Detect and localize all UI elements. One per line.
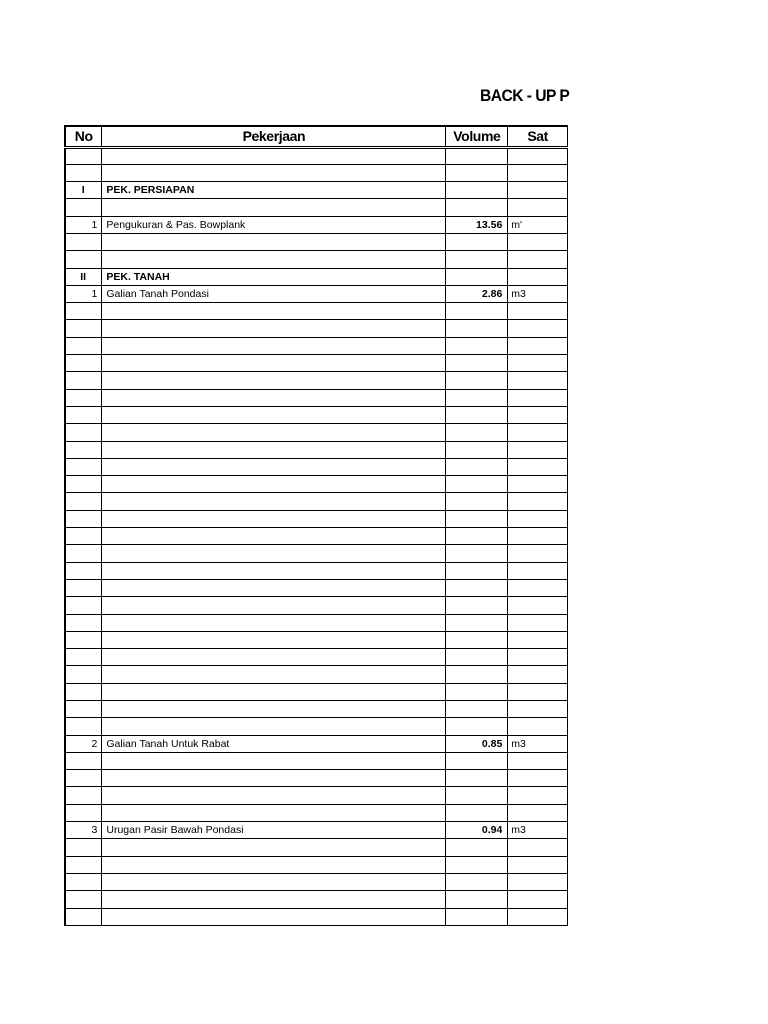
cell-volume [446, 476, 508, 493]
table-row [65, 770, 568, 787]
cell-no [65, 251, 102, 268]
cell-volume [446, 510, 508, 527]
header-no: No [65, 126, 102, 147]
table-row [65, 406, 568, 423]
cell-no [65, 199, 102, 216]
cell-volume: 2.86 [446, 285, 508, 302]
cell-sat [508, 545, 568, 562]
cell-volume [446, 528, 508, 545]
cell-pekerjaan [102, 649, 446, 666]
cell-no [65, 701, 102, 718]
work-items-table [64, 125, 568, 926]
cell-sat [508, 873, 568, 890]
table-row [65, 372, 568, 389]
cell-volume [446, 251, 508, 268]
cell-sat [508, 528, 568, 545]
cell-volume: 13.56 [446, 216, 508, 233]
table-row [65, 528, 568, 545]
header-pekerjaan: Pekerjaan [102, 126, 446, 147]
cell-no [65, 406, 102, 423]
table-row [65, 337, 568, 354]
cell-no [65, 683, 102, 700]
header-volume: Volume [446, 126, 508, 147]
cell-pekerjaan [102, 441, 446, 458]
table-row [65, 562, 568, 579]
cell-volume [446, 631, 508, 648]
cell-volume [446, 873, 508, 890]
cell-no [65, 424, 102, 441]
cell-pekerjaan [102, 666, 446, 683]
cell-pekerjaan [102, 545, 446, 562]
cell-no [65, 441, 102, 458]
cell-pekerjaan: Urugan Pasir Bawah Pondasi [102, 822, 446, 839]
cell-volume [446, 701, 508, 718]
table-row [65, 683, 568, 700]
table-row [65, 164, 568, 181]
cell-sat [508, 579, 568, 596]
table-row [65, 545, 568, 562]
table-row [65, 701, 568, 718]
table-row [65, 441, 568, 458]
cell-sat [508, 770, 568, 787]
cell-volume [446, 233, 508, 250]
cell-pekerjaan [102, 718, 446, 735]
cell-no [65, 493, 102, 510]
cell-no [65, 545, 102, 562]
cell-sat [508, 493, 568, 510]
cell-no: I [65, 182, 102, 199]
cell-pekerjaan: Pengukuran & Pas. Bowplank [102, 216, 446, 233]
cell-pekerjaan [102, 476, 446, 493]
cell-pekerjaan [102, 683, 446, 700]
cell-no [65, 510, 102, 527]
cell-sat [508, 164, 568, 181]
cell-pekerjaan [102, 787, 446, 804]
cell-pekerjaan [102, 458, 446, 475]
cell-volume [446, 856, 508, 873]
cell-sat [508, 372, 568, 389]
table-row [65, 303, 568, 320]
cell-pekerjaan [102, 562, 446, 579]
cell-volume [446, 787, 508, 804]
cell-no [65, 337, 102, 354]
cell-no: 3 [65, 822, 102, 839]
cell-sat [508, 406, 568, 423]
cell-no [65, 164, 102, 181]
cell-no [65, 718, 102, 735]
table-row [65, 320, 568, 337]
cell-pekerjaan [102, 614, 446, 631]
cell-pekerjaan [102, 199, 446, 216]
cell-sat [508, 251, 568, 268]
table-row [65, 614, 568, 631]
table-row [65, 735, 568, 752]
cell-sat [508, 787, 568, 804]
cell-pekerjaan [102, 389, 446, 406]
table-row [65, 597, 568, 614]
cell-sat [508, 510, 568, 527]
cell-sat [508, 458, 568, 475]
cell-pekerjaan [102, 770, 446, 787]
cell-no [65, 873, 102, 890]
cell-sat [508, 683, 568, 700]
cell-sat [508, 424, 568, 441]
header-sat: Sat [508, 126, 568, 147]
cell-pekerjaan: Galian Tanah Untuk Rabat [102, 735, 446, 752]
cell-no [65, 320, 102, 337]
cell-pekerjaan [102, 424, 446, 441]
cell-volume [446, 441, 508, 458]
cell-pekerjaan [102, 303, 446, 320]
cell-sat [508, 597, 568, 614]
cell-no [65, 303, 102, 320]
cell-volume: 0.94 [446, 822, 508, 839]
cell-volume [446, 182, 508, 199]
cell-pekerjaan [102, 251, 446, 268]
cell-no [65, 458, 102, 475]
cell-no [65, 528, 102, 545]
cell-volume [446, 389, 508, 406]
cell-sat [508, 355, 568, 372]
cell-volume [446, 164, 508, 181]
cell-pekerjaan [102, 528, 446, 545]
table-row [65, 822, 568, 839]
table-row [65, 787, 568, 804]
cell-no [65, 233, 102, 250]
table-row [65, 147, 568, 164]
cell-pekerjaan [102, 839, 446, 856]
cell-volume [446, 320, 508, 337]
cell-pekerjaan [102, 406, 446, 423]
table-row [65, 908, 568, 925]
cell-no [65, 476, 102, 493]
cell-no [65, 597, 102, 614]
cell-sat: m3 [508, 735, 568, 752]
cell-volume [446, 545, 508, 562]
cell-volume [446, 804, 508, 821]
cell-volume [446, 908, 508, 925]
table-row [65, 285, 568, 302]
cell-sat [508, 320, 568, 337]
cell-volume [446, 666, 508, 683]
cell-no [65, 631, 102, 648]
cell-sat: m3 [508, 285, 568, 302]
cell-volume [446, 649, 508, 666]
cell-volume [446, 372, 508, 389]
cell-no [65, 666, 102, 683]
cell-volume [446, 355, 508, 372]
cell-volume [446, 839, 508, 856]
cell-volume [446, 718, 508, 735]
cell-pekerjaan [102, 372, 446, 389]
table-row [65, 510, 568, 527]
cell-sat [508, 649, 568, 666]
cell-pekerjaan [102, 164, 446, 181]
table-row [65, 891, 568, 908]
cell-no [65, 770, 102, 787]
cell-pekerjaan [102, 597, 446, 614]
table-row [65, 839, 568, 856]
cell-sat [508, 908, 568, 925]
cell-sat [508, 839, 568, 856]
document-title: BACK - UP P [480, 86, 570, 105]
cell-pekerjaan [102, 804, 446, 821]
cell-volume [446, 424, 508, 441]
cell-pekerjaan [102, 891, 446, 908]
cell-volume [446, 752, 508, 769]
table-row [65, 804, 568, 821]
cell-no [65, 752, 102, 769]
cell-no [65, 579, 102, 596]
cell-no [65, 649, 102, 666]
table-row [65, 233, 568, 250]
cell-no [65, 908, 102, 925]
cell-sat [508, 804, 568, 821]
cell-pekerjaan [102, 752, 446, 769]
cell-no: 2 [65, 735, 102, 752]
cell-volume [446, 147, 508, 164]
cell-pekerjaan [102, 320, 446, 337]
table-row [65, 476, 568, 493]
table-row [65, 666, 568, 683]
cell-sat [508, 562, 568, 579]
table-row [65, 718, 568, 735]
cell-sat [508, 441, 568, 458]
cell-sat: m3 [508, 822, 568, 839]
cell-volume [446, 891, 508, 908]
cell-no [65, 562, 102, 579]
cell-no [65, 355, 102, 372]
cell-sat [508, 752, 568, 769]
table-row [65, 199, 568, 216]
table-row [65, 216, 568, 233]
cell-pekerjaan [102, 701, 446, 718]
cell-sat [508, 718, 568, 735]
cell-sat [508, 701, 568, 718]
cell-sat [508, 182, 568, 199]
cell-pekerjaan [102, 873, 446, 890]
cell-sat [508, 614, 568, 631]
cell-no [65, 787, 102, 804]
cell-pekerjaan [102, 337, 446, 354]
cell-pekerjaan [102, 493, 446, 510]
cell-sat [508, 891, 568, 908]
section-row [65, 182, 568, 199]
table-row [65, 424, 568, 441]
cell-pekerjaan [102, 631, 446, 648]
cell-sat [508, 631, 568, 648]
cell-sat [508, 337, 568, 354]
cell-volume [446, 562, 508, 579]
cell-volume: 0.85 [446, 735, 508, 752]
cell-pekerjaan: Galian Tanah Pondasi [102, 285, 446, 302]
cell-pekerjaan: PEK. PERSIAPAN [102, 182, 446, 199]
cell-pekerjaan [102, 908, 446, 925]
cell-volume [446, 458, 508, 475]
cell-sat: m' [508, 216, 568, 233]
cell-sat [508, 303, 568, 320]
cell-sat [508, 233, 568, 250]
cell-volume [446, 493, 508, 510]
cell-no [65, 891, 102, 908]
cell-sat [508, 199, 568, 216]
cell-no [65, 614, 102, 631]
table-row [65, 389, 568, 406]
table-row [65, 649, 568, 666]
cell-no: 1 [65, 216, 102, 233]
cell-volume [446, 597, 508, 614]
table-row [65, 579, 568, 596]
cell-no [65, 856, 102, 873]
table-row [65, 873, 568, 890]
cell-sat [508, 268, 568, 285]
cell-volume [446, 406, 508, 423]
cell-pekerjaan [102, 355, 446, 372]
cell-no [65, 372, 102, 389]
cell-sat [508, 666, 568, 683]
cell-sat [508, 389, 568, 406]
table-row [65, 631, 568, 648]
table-row [65, 355, 568, 372]
table-row [65, 752, 568, 769]
cell-volume [446, 770, 508, 787]
table-row [65, 856, 568, 873]
table-row [65, 493, 568, 510]
cell-pekerjaan [102, 510, 446, 527]
cell-sat [508, 147, 568, 164]
cell-pekerjaan: PEK. TANAH [102, 268, 446, 285]
cell-volume [446, 303, 508, 320]
section-row [65, 268, 568, 285]
cell-volume [446, 683, 508, 700]
cell-pekerjaan [102, 147, 446, 164]
cell-pekerjaan [102, 233, 446, 250]
cell-sat [508, 476, 568, 493]
cell-no: II [65, 268, 102, 285]
cell-pekerjaan [102, 579, 446, 596]
cell-pekerjaan [102, 856, 446, 873]
cell-no [65, 804, 102, 821]
table-header-row [65, 126, 568, 147]
cell-volume [446, 614, 508, 631]
cell-volume [446, 337, 508, 354]
cell-volume [446, 579, 508, 596]
table-body [65, 147, 568, 925]
cell-no [65, 839, 102, 856]
cell-sat [508, 856, 568, 873]
cell-no [65, 147, 102, 164]
cell-no: 1 [65, 285, 102, 302]
cell-no [65, 389, 102, 406]
cell-volume [446, 268, 508, 285]
table-row [65, 458, 568, 475]
table-row [65, 251, 568, 268]
cell-volume [446, 199, 508, 216]
